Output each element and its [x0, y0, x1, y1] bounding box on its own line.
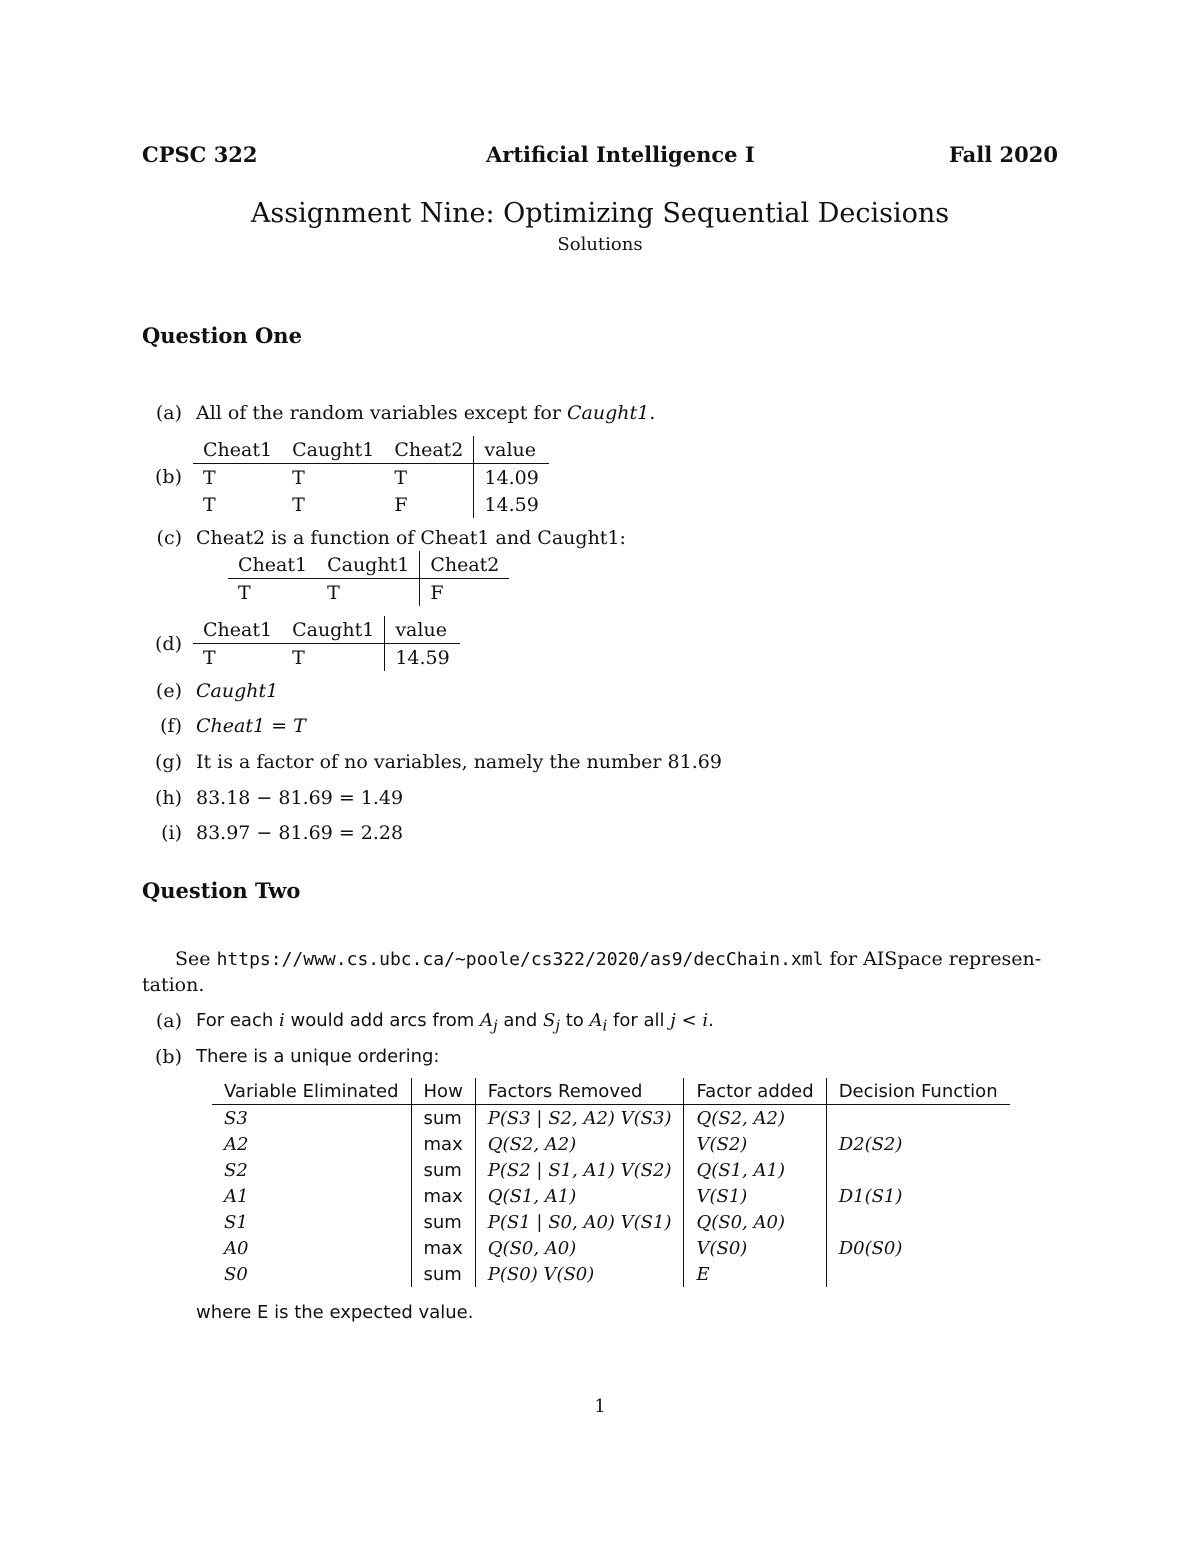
table-row — [212, 1183, 1010, 1209]
q1d-label: (d) — [155, 633, 182, 655]
table-cell: Q(S0, A0) — [475, 1235, 684, 1261]
table-cell: T — [203, 493, 216, 516]
q1b-table — [193, 436, 549, 518]
course-term: Fall 2020 — [948, 142, 1058, 167]
table-cell: A1 — [224, 1185, 249, 1207]
q2b-label: (b) — [155, 1046, 182, 1068]
table-row — [228, 579, 509, 607]
table-header-row — [228, 551, 509, 579]
col-header: value — [385, 616, 460, 644]
q1i-answer: 83.97 − 81.69 = 2.28 — [196, 822, 404, 844]
table-header-row — [193, 436, 549, 464]
q2b-text: There is a unique ordering: — [196, 1046, 440, 1067]
q1c-text: Cheat2 is a function of Cheat1 and Caught1: — [196, 527, 626, 549]
table-cell — [826, 1261, 1009, 1287]
col-header: Variable Eliminated — [212, 1078, 411, 1105]
q1d-table — [193, 616, 460, 671]
intro-see: See — [175, 948, 211, 970]
course-subject: Artificial Intelligence I — [486, 142, 755, 167]
q1a-label: (a) — [155, 402, 182, 424]
table-cell: P(S2 | S1, A1) V(S2) — [475, 1157, 684, 1183]
q1f-answer: Cheat1 = T — [196, 715, 306, 737]
q1f-label: (f) — [160, 715, 182, 737]
page-title: Assignment Nine: Optimizing Sequential Decisions — [250, 198, 950, 229]
elimination-table — [212, 1078, 1010, 1287]
table-cell: F — [420, 579, 510, 607]
table-cell: Q(S2, A2) — [684, 1105, 826, 1132]
table-cell: D1(S1) — [826, 1183, 1009, 1209]
q1i-label: (i) — [161, 822, 182, 844]
q1h-label: (h) — [154, 787, 182, 809]
course-code: CPSC 322 — [142, 142, 258, 167]
table-cell: max — [411, 1131, 475, 1157]
table-cell: F — [394, 493, 408, 516]
table-cell: Q(S0, A0) — [684, 1209, 826, 1235]
table-cell: sum — [411, 1157, 475, 1183]
table-cell: V(S1) — [684, 1183, 826, 1209]
q1e-label: (e) — [155, 680, 182, 702]
table-cell: max — [411, 1235, 475, 1261]
q1a-text: All of the random variables except for — [196, 402, 567, 424]
q1a-end: . — [649, 402, 656, 424]
table-cell: S1 — [224, 1211, 248, 1233]
table-cell: T — [292, 493, 305, 516]
table-cell: S0 — [224, 1263, 248, 1285]
q1b-label: (b) — [155, 466, 182, 488]
table-cell: sum — [411, 1261, 475, 1287]
page-subtitle: Solutions — [557, 234, 643, 255]
col-header: Cheat2 — [384, 436, 474, 464]
table-cell: 14.09 — [474, 464, 549, 492]
table-row — [212, 1235, 1010, 1261]
q1g-label: (g) — [155, 751, 182, 773]
table-cell: T — [327, 581, 340, 604]
table-cell: T — [203, 466, 216, 489]
col-header: Caught1 — [282, 436, 384, 464]
col-header: Factors Removed — [475, 1078, 684, 1105]
table-cell: S2 — [224, 1159, 248, 1181]
q2b-footer: where E is the expected value. — [196, 1302, 474, 1323]
q1g-answer: It is a factor of no variables, namely the number 81.69 — [196, 751, 722, 773]
table-cell: T — [292, 646, 305, 669]
table-cell — [826, 1209, 1009, 1235]
table-cell: sum — [411, 1105, 475, 1132]
table-cell — [826, 1105, 1009, 1132]
col-header: Cheat2 — [420, 551, 510, 579]
page-number: 1 — [594, 1396, 606, 1417]
question-two-heading: Question Two — [142, 878, 301, 903]
q1a-var: Caught1 — [566, 402, 650, 424]
decchain-link[interactable]: https://www.cs.ubc.ca/~poole/cs322/2020/as9/decChain.xml — [216, 949, 824, 970]
table-cell: 14.59 — [474, 491, 549, 518]
col-header: Cheat1 — [228, 551, 317, 579]
q1c-label: (c) — [156, 527, 182, 549]
table-cell: T — [394, 466, 407, 489]
table-cell: max — [411, 1183, 475, 1209]
table-header-row — [193, 616, 460, 644]
col-header: Cheat1 — [193, 436, 282, 464]
col-header: value — [474, 436, 549, 464]
table-cell: D2(S2) — [826, 1131, 1009, 1157]
col-header: Factor added — [684, 1078, 826, 1105]
table-header-row — [212, 1078, 1010, 1105]
table-cell: P(S1 | S0, A0) V(S1) — [475, 1209, 684, 1235]
table-cell: P(S3 | S2, A2) V(S3) — [475, 1105, 684, 1132]
q1e-var: Caught1 — [196, 680, 279, 702]
table-row — [212, 1157, 1010, 1183]
table-cell: D0(S0) — [826, 1235, 1009, 1261]
table-cell: S3 — [224, 1107, 248, 1129]
table-cell: Q(S1, A1) — [475, 1183, 684, 1209]
table-cell: Q(S1, A1) — [684, 1157, 826, 1183]
table-cell: T — [203, 646, 216, 669]
table-cell: E — [684, 1261, 826, 1287]
q2a-label: (a) — [155, 1010, 182, 1032]
q1a-answer — [196, 402, 655, 424]
table-cell: 14.59 — [385, 644, 460, 672]
table-row — [193, 464, 549, 492]
question-one-heading: Question One — [142, 323, 302, 348]
col-header: Decision Function — [826, 1078, 1009, 1105]
q2-intro — [175, 948, 1041, 970]
col-header: Caught1 — [317, 551, 420, 579]
table-row — [212, 1131, 1010, 1157]
table-cell: Q(S2, A2) — [475, 1131, 684, 1157]
q2-intro-line2: tation. — [142, 974, 205, 996]
col-header: Caught1 — [282, 616, 385, 644]
table-row — [193, 644, 460, 672]
table-cell: A0 — [224, 1237, 249, 1259]
table-row — [212, 1209, 1010, 1235]
q1h-answer: 83.18 − 81.69 = 1.49 — [196, 787, 404, 809]
table-cell: T — [292, 466, 305, 489]
table-cell: V(S2) — [684, 1131, 826, 1157]
table-row — [193, 491, 549, 518]
table-cell: sum — [411, 1209, 475, 1235]
table-cell: P(S0) V(S0) — [475, 1261, 684, 1287]
q1c-table — [228, 551, 509, 606]
col-header: How — [411, 1078, 475, 1105]
table-row — [212, 1261, 1010, 1287]
q1e-answer — [196, 680, 278, 702]
q2a-answer: For each i would add arcs from $A_j$ and $S_j$ to $A_i$ for all j < i. — [196, 1010, 714, 1035]
col-header: Cheat1 — [193, 616, 282, 644]
table-cell — [826, 1157, 1009, 1183]
table-cell: V(S0) — [684, 1235, 826, 1261]
table-cell: A2 — [224, 1133, 249, 1155]
intro-rest: for AISpace represen- — [829, 948, 1042, 970]
table-cell: T — [238, 581, 251, 604]
table-row — [212, 1105, 1010, 1132]
